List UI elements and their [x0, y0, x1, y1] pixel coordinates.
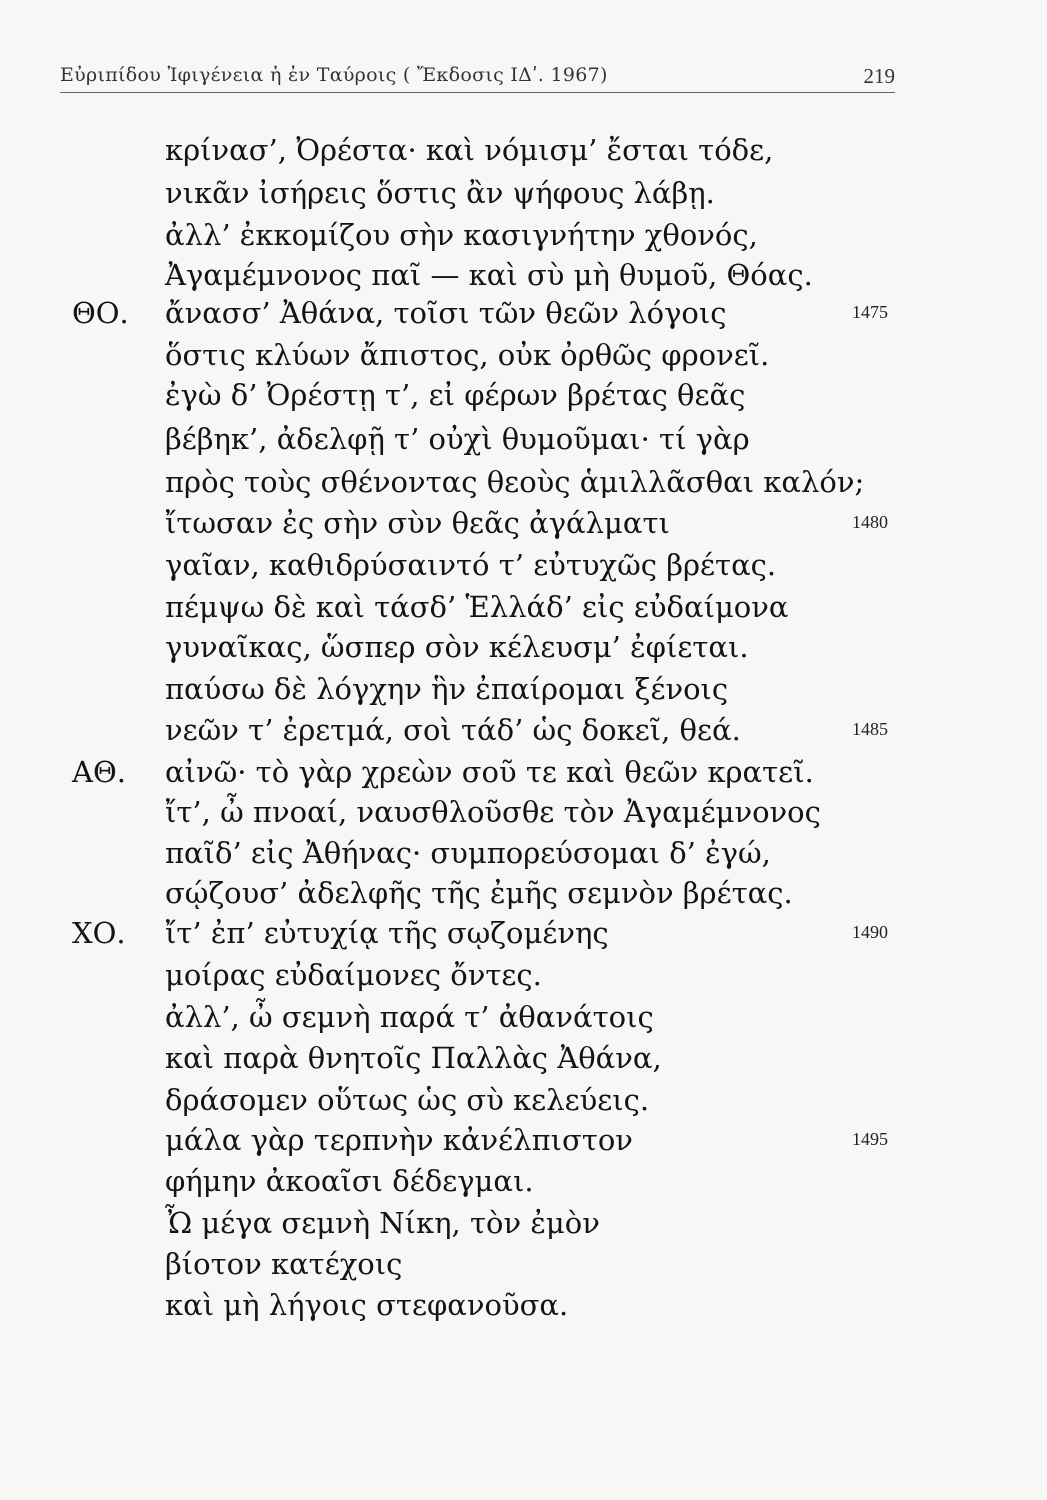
running-header: [60, 58, 895, 94]
speaker-label: ΧΟ.: [72, 916, 126, 950]
verse-line: [0, 296, 1047, 340]
verse-text: παῖδ’ εἰς Ἀθήνας· συμπορεύσομαι δ’ ἐγώ,: [165, 836, 771, 870]
verse-line: [0, 630, 1047, 674]
verse-line: [0, 1123, 1047, 1167]
verse-text: ἀλλ’, ὦ σεμνὴ παρά τ’ ἀθανάτοις: [165, 1000, 654, 1034]
verse-text: πέμψω δὲ καὶ τάσδ’ Ἑλλάδ’ εἰς εὐδαίμονα: [165, 590, 789, 624]
verse-line: [0, 1083, 1047, 1127]
verse-text: δράσομεν οὕτως ὡς σὺ κελεύεις.: [165, 1083, 650, 1117]
verse-line: [0, 506, 1047, 550]
header-rule: [60, 92, 895, 93]
verse-line: [0, 795, 1047, 839]
verse-line: [0, 1041, 1047, 1085]
speaker-label: ΑΘ.: [72, 755, 126, 789]
verse-line: [0, 755, 1047, 799]
verse-text: νεῶν τ’ ἐρετμά, σοὶ τάδ’ ὡς δοκεῖ, θεά.: [165, 713, 741, 747]
verse-line: [0, 548, 1047, 592]
verse-text: ἴτ’ ἐπ’ εὐτυχίᾳ τῆς σῳζομένης: [165, 916, 609, 950]
line-number: 1475: [852, 302, 888, 322]
verse-text: μοίρας εὐδαίμονες ὄντες.: [165, 958, 542, 992]
verse-line: [0, 1000, 1047, 1044]
verse-line: [0, 378, 1047, 422]
verse-line: [0, 338, 1047, 382]
verse-text: βίοτον κατέχοις: [165, 1247, 403, 1281]
verse-text: ἐγὼ δ’ Ὀρέστῃ τ’, εἰ φέρων βρέτας θεᾶς: [165, 378, 746, 412]
verse-line: [0, 1164, 1047, 1208]
verse-text: ὅστις κλύων ἄπιστος, οὐκ ὀρθῶς φρονεῖ.: [165, 338, 770, 372]
verse-text: καὶ παρὰ θνητοῖς Παλλὰς Ἀθάνα,: [165, 1041, 662, 1075]
verse-line: [0, 218, 1047, 262]
verse-text: γυναῖκας, ὥσπερ σὸν κέλευσμ’ ἐφίεται.: [165, 630, 749, 664]
verse-text: Ἀγαμέμνονος παῖ — καὶ σὺ μὴ θυμοῦ, Θόας.: [165, 258, 813, 292]
verse-line: [0, 176, 1047, 220]
speaker-label: ΘΟ.: [72, 296, 129, 330]
verse-line: [0, 876, 1047, 920]
verse-text: κρίνασ’, Ὀρέστα· καὶ νόμισμ’ ἔσται τόδε,: [165, 133, 774, 167]
verse-line: [0, 465, 1047, 509]
verse-text: παύσω δὲ λόγχην ἣν ἐπαίρομαι ξένοις: [165, 672, 729, 706]
verse-text: καὶ μὴ λήγοις στεφανοῦσα.: [165, 1288, 569, 1322]
line-number: 1480: [852, 512, 888, 532]
line-number: 1485: [852, 719, 888, 739]
verse-line: [0, 422, 1047, 466]
verse-line: [0, 590, 1047, 634]
verse-text: ἴτ’, ὦ πνοαί, ναυσθλοῦσθε τὸν Ἀγαμέμνονος: [165, 795, 821, 829]
verse-text: νικᾶν ἰσήρεις ὅστις ἂν ψήφους λάβῃ.: [165, 176, 715, 210]
verse-line: [0, 672, 1047, 716]
verse-text: σῴζουσ’ ἀδελφῆς τῆς ἐμῆς σεμνὸν βρέτας.: [165, 876, 793, 910]
verse-line: [0, 916, 1047, 960]
verse-text: γαῖαν, καθιδρύσαιντό τ’ εὐτυχῶς βρέτας.: [165, 548, 777, 582]
verse-line: [0, 133, 1047, 177]
verse-text: πρὸς τοὺς σθένοντας θεοὺς ἁμιλλᾶσθαι καλόν;: [165, 465, 865, 499]
verse-line: [0, 836, 1047, 880]
verse-text: ἴτωσαν ἐς σὴν σὺν θεᾶς ἀγάλματι: [165, 506, 670, 540]
verse-text: βέβηκ’, ἀδελφῇ τ’ οὐχὶ θυμοῦμαι· τί γὰρ: [165, 422, 750, 456]
verse-text: μάλα γὰρ τερπνὴν κἀνέλπιστον: [165, 1123, 633, 1157]
header-title: Εὐριπίδου Ἰφιγένεια ἡ ἐν Ταύροις ( Ἔκδοσις ΙΔʹ. 1967): [60, 64, 608, 86]
line-number: 1490: [852, 922, 888, 942]
verse-line: [0, 958, 1047, 1002]
verse-line: [0, 1288, 1047, 1332]
verse-text: φήμην ἀκοαῖσι δέδεγμαι.: [165, 1164, 534, 1198]
verse-text: ἄνασσ’ Ἀθάνα, τοῖσι τῶν θεῶν λόγοις: [165, 296, 727, 330]
verse-text: Ὦ μέγα σεμνὴ Νίκη, τὸν ἐμὸν: [165, 1206, 600, 1240]
verse-line: [0, 1247, 1047, 1291]
line-number: 1495: [852, 1129, 888, 1149]
verse-text: αἰνῶ· τὸ γὰρ χρεὼν σοῦ τε καὶ θεῶν κρατεῖ.: [165, 755, 814, 789]
verse-text: ἀλλ’ ἐκκομίζου σὴν κασιγνήτην χθονός,: [165, 218, 758, 252]
verse-line: [0, 713, 1047, 757]
verse-line: [0, 1206, 1047, 1250]
page-number: 219: [863, 64, 895, 88]
